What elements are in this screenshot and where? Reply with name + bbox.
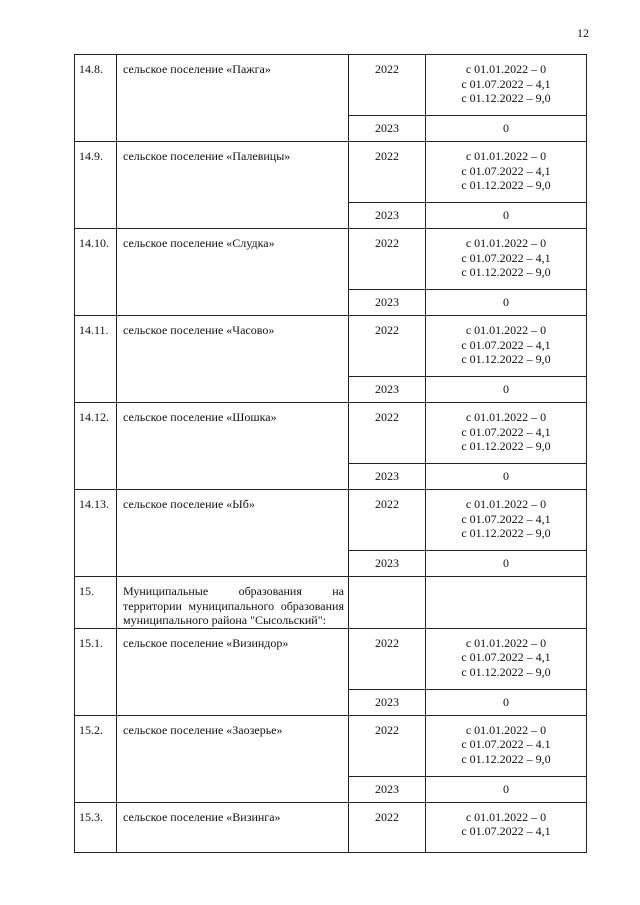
section-row: [75, 577, 587, 629]
value-cell: 0: [426, 776, 587, 802]
value-cell: 0: [426, 689, 587, 715]
rates-cell: [426, 403, 587, 464]
row-number: 14.11.: [75, 316, 117, 403]
rates-cell: [426, 142, 587, 203]
year-cell: 2022: [349, 490, 426, 551]
year-cell: 2022: [349, 55, 426, 116]
rate-line: с 01.12.2022 – 9,0: [461, 91, 551, 105]
municipality-name: сельское поселение «Слудка»: [117, 229, 349, 316]
table-row: [75, 403, 587, 464]
year-cell: 2022: [349, 316, 426, 377]
rate-line: с 01.07.2022 – 4,1: [461, 824, 551, 838]
rates-cell: [426, 802, 587, 852]
year-cell: 2022: [349, 628, 426, 689]
rate-line: с 01.12.2022 – 9,0: [461, 178, 551, 192]
rate-line: с 01.07.2022 – 4,1: [461, 511, 551, 526]
year-cell: 2022: [349, 403, 426, 464]
municipality-name: сельское поселение «Шошка»: [117, 403, 349, 490]
year-cell: 2023: [349, 203, 426, 229]
rates-cell: [426, 55, 587, 116]
rates-cell: [426, 316, 587, 377]
rate-line: с 01.12.2022 – 9,0: [461, 352, 551, 366]
year-cell: 2023: [349, 464, 426, 490]
table-row: [75, 142, 587, 203]
value-cell: 0: [426, 203, 587, 229]
municipality-name: сельское поселение «Пажга»: [117, 55, 349, 142]
table-row: [75, 628, 587, 689]
rate-line: с 01.07.2022 – 4,1: [461, 250, 551, 265]
table-row: [75, 316, 587, 377]
rates-cell: [426, 229, 587, 290]
section-number: 15.: [75, 577, 117, 629]
year-cell: 2023: [349, 377, 426, 403]
year-cell: 2022: [349, 142, 426, 203]
rate-line: с 01.12.2022 – 9,0: [461, 664, 551, 679]
rate-line: с 01.12.2022 – 9,0: [461, 526, 551, 540]
municipality-name: сельское поселение «Визиндор»: [117, 628, 349, 715]
value-cell: 0: [426, 290, 587, 316]
rate-line: с 01.01.2022 – 0: [465, 149, 547, 163]
page-number: 12: [577, 26, 589, 40]
row-number: 15.2.: [75, 715, 117, 802]
municipality-name: сельское поселение «Визинга»: [117, 802, 349, 852]
table-row: [75, 715, 587, 776]
row-number: 14.12.: [75, 403, 117, 490]
section-name: Муниципальные образования на территории муниципального образования муниципального района "Сысольский":: [117, 577, 349, 629]
rate-line: с 01.07.2022 – 4.1: [461, 737, 551, 751]
municipality-name: сельское поселение «Ыб»: [117, 490, 349, 577]
rate-line: с 01.01.2022 – 0: [465, 323, 547, 337]
empty-cell: [349, 577, 426, 629]
rate-line: с 01.07.2022 – 4,1: [461, 337, 551, 352]
year-cell: 2022: [349, 802, 426, 852]
table-row: [75, 229, 587, 290]
rate-line: с 01.12.2022 – 9,0: [461, 751, 551, 766]
rate-line: с 01.01.2022 – 0: [465, 410, 547, 424]
value-cell: 0: [426, 464, 587, 490]
empty-cell: [426, 577, 587, 629]
rate-line: с 01.07.2022 – 4,1: [461, 76, 551, 91]
rate-line: с 01.07.2022 – 4,1: [461, 424, 551, 439]
year-cell: 2023: [349, 551, 426, 577]
year-cell: 2022: [349, 229, 426, 290]
table-row: [75, 802, 587, 852]
rates-cell: [426, 490, 587, 551]
municipality-name: сельское поселение «Заозерье»: [117, 715, 349, 802]
table-row: [75, 55, 587, 116]
rate-line: с 01.01.2022 – 0: [465, 722, 547, 737]
rate-line: с 01.12.2022 – 9,0: [461, 265, 551, 279]
row-number: 14.10.: [75, 229, 117, 316]
row-number: 14.13.: [75, 490, 117, 577]
rate-line: с 01.12.2022 – 9,0: [461, 439, 551, 453]
year-cell: 2023: [349, 689, 426, 715]
rate-line: с 01.01.2022 – 0: [465, 497, 547, 511]
row-number: 15.1.: [75, 628, 117, 715]
tariff-table: [74, 54, 587, 853]
row-number: 15.3.: [75, 802, 117, 852]
row-number: 14.9.: [75, 142, 117, 229]
rate-line: с 01.01.2022 – 0: [465, 809, 547, 824]
municipality-name: сельское поселение «Палевицы»: [117, 142, 349, 229]
rates-cell: [426, 628, 587, 689]
year-cell: 2023: [349, 290, 426, 316]
year-cell: 2022: [349, 715, 426, 776]
rate-line: с 01.01.2022 – 0: [465, 236, 547, 250]
value-cell: 0: [426, 551, 587, 577]
rate-line: с 01.01.2022 – 0: [465, 62, 547, 76]
row-number: 14.8.: [75, 55, 117, 142]
rate-line: с 01.07.2022 – 4,1: [461, 163, 551, 178]
rate-line: с 01.01.2022 – 0: [465, 635, 547, 650]
year-cell: 2023: [349, 116, 426, 142]
rates-cell: [426, 715, 587, 776]
table-row: [75, 490, 587, 551]
rate-line: с 01.07.2022 – 4,1: [461, 650, 551, 664]
value-cell: 0: [426, 116, 587, 142]
municipality-name: сельское поселение «Часово»: [117, 316, 349, 403]
value-cell: 0: [426, 377, 587, 403]
year-cell: 2023: [349, 776, 426, 802]
